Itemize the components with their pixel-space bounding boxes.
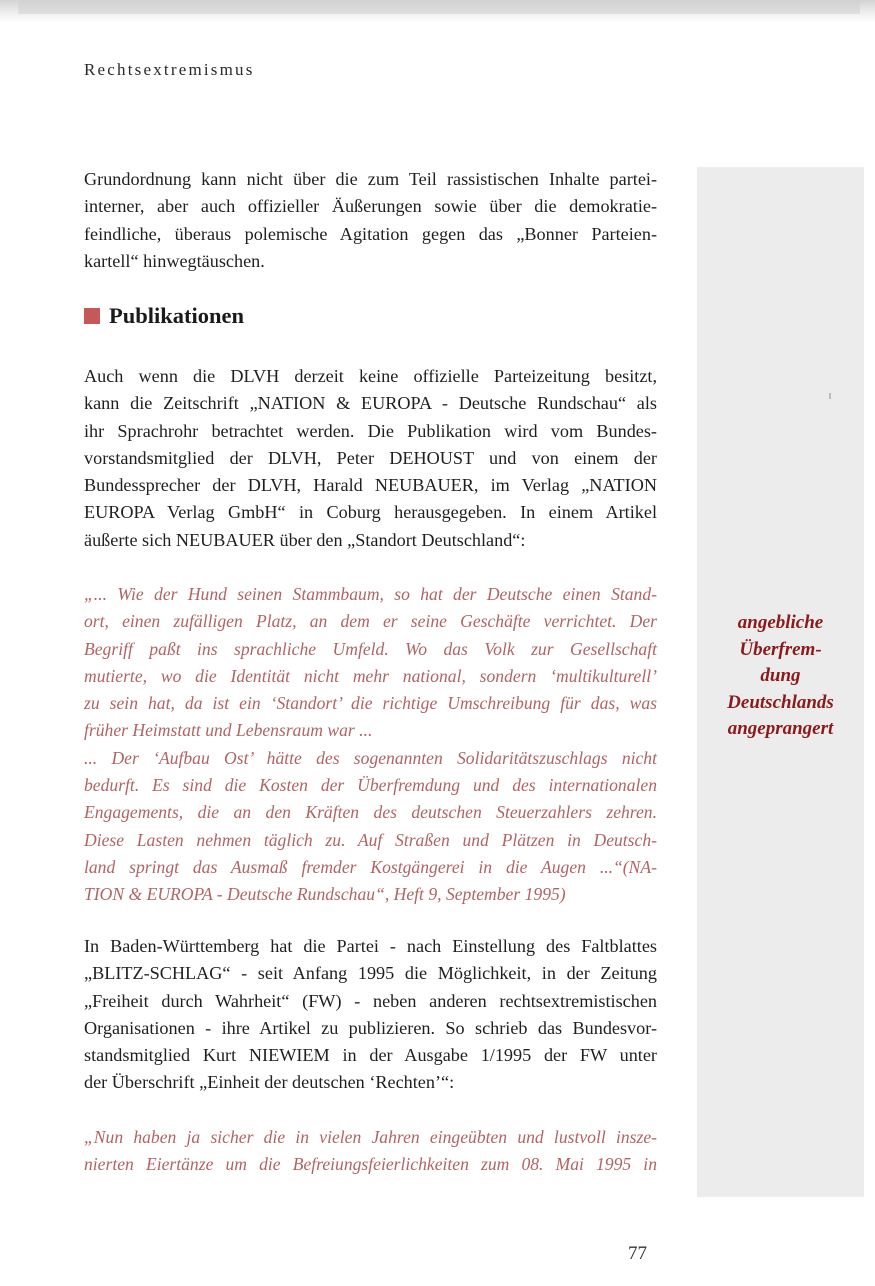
text-line: kann die Zeitschrift „NATION & EUROPA - Deutsche Rundschau“ als xyxy=(84,393,657,414)
running-head: Rechtsextremismus xyxy=(84,60,255,79)
quote-line: TION & EUROPA - Deutsche Rundschau“, Heft 9, September 1995) xyxy=(84,884,566,905)
text-line: interner, aber auch offizieller Äußerungen sowie über die demokratie- xyxy=(84,196,657,217)
paragraph-2 xyxy=(84,363,657,554)
text-line: Organisationen - ihre Artikel zu publizieren. So schrieb das Bundesvor- xyxy=(84,1017,657,1038)
quote-line: Engagements, die an den Kräften des deutschen Steuerzahlers zehren. xyxy=(84,802,657,823)
quote-line: land springt das Ausmaß fremder Kostgängerei in die Augen ...“(NA- xyxy=(84,856,657,877)
text-line: der Überschrift „Einheit der deutschen ‘Rechten’“: xyxy=(84,1072,455,1093)
quote-line: Begriff paßt ins sprachliche Umfeld. Wo das Volk zur Gesellschaft xyxy=(84,638,657,659)
quote-line: Diese Lasten nehmen täglich zu. Auf Straßen und Plätzen in Deutsch- xyxy=(84,829,657,850)
text-line: „Freiheit durch Wahrheit“ (FW) - neben anderen rechtsextremistischen xyxy=(84,990,657,1011)
scan-edge xyxy=(18,0,860,14)
text-line: feindliche, überaus polemische Agitation gegen das „Bonner Parteien- xyxy=(84,223,657,244)
margin-note xyxy=(697,610,864,743)
text-line: standsmitglied Kurt NIEWIEM in der Ausgabe 1/1995 der FW unter xyxy=(84,1045,657,1066)
text-line: Bundessprecher der DLVH, Harald NEUBAUER, im Verlag „NATION xyxy=(84,475,657,496)
paragraph-3 xyxy=(84,933,657,1097)
text-line: äußerte sich NEUBAUER über den „Standort Deutschland“: xyxy=(84,529,526,550)
page-top-shadow xyxy=(0,0,875,22)
heading-bullet-square xyxy=(84,308,100,324)
quote-line: nierten Eiertänze um die Befreiungsfeierlichkeiten zum 08. Mai 1995 in xyxy=(84,1154,657,1175)
text-line: vorstandsmitglied der DLVH, Peter DEHOUST und von einem der xyxy=(84,447,657,468)
page-number: 77 xyxy=(628,1243,647,1264)
text-line: ihr Sprachrohr betrachtet werden. Die Publikation wird vom Bundes- xyxy=(84,420,657,441)
margin-note-line: dung xyxy=(760,665,801,686)
margin-note-line: Deutschlands xyxy=(727,691,834,713)
paragraph-1 xyxy=(84,166,657,275)
quote-line: mutierte, wo die Identität nicht mehr national, sondern ‘multikulturell’ xyxy=(84,665,657,686)
quote-line: bedurft. Es sind die Kosten der Überfremdung und des internationalen xyxy=(84,775,657,796)
quote-2 xyxy=(84,1124,657,1179)
quote-line: „... Wie der Hund seinen Stammbaum, so hat der Deutsche einen Stand- xyxy=(84,584,657,604)
quote-line: ort, einen zufälligen Platz, an dem er seine Geschäfte verrichtet. Der xyxy=(84,611,657,632)
text-line: Grundordnung kann nicht über die zum Teil rassistischen Inhalte partei- xyxy=(84,169,657,189)
quote-line: ... Der ‘Aufbau Ost’ hätte des sogenannten Solidaritätszuschlags nicht xyxy=(84,747,657,768)
margin-note-line: angebliche xyxy=(737,612,824,633)
section-heading xyxy=(84,303,244,329)
text-line: „BLITZ-SCHLAG“ - seit Anfang 1995 die Möglichkeit, in der Zeitung xyxy=(84,963,657,984)
quote-1 xyxy=(84,581,657,909)
quote-line: zu sein hat, da ist ein ‘Standort’ die richtige Umschreibung für das, was xyxy=(84,693,657,714)
text-line: In Baden-Württemberg hat die Partei - nach Einstellung des Faltblattes xyxy=(84,936,657,956)
section-heading-text: Publikationen xyxy=(109,303,245,328)
text-line: EUROPA Verlag GmbH“ in Coburg herausgegeben. In einem Artikel xyxy=(84,502,657,523)
quote-line: „Nun haben ja sicher die in vielen Jahren eingeübten und lustvoll insze- xyxy=(84,1127,657,1147)
scan-speck xyxy=(829,393,831,399)
text-line: kartell“ hinwegtäuschen. xyxy=(84,250,265,271)
margin-note-line: Überfrem- xyxy=(739,638,822,660)
text-line: Auch wenn die DLVH derzeit keine offizielle Parteizeitung besitzt, xyxy=(84,366,657,386)
margin-note-line: angeprangert xyxy=(727,718,834,739)
quote-line: früher Heimstatt und Lebensraum war ... xyxy=(84,720,373,741)
